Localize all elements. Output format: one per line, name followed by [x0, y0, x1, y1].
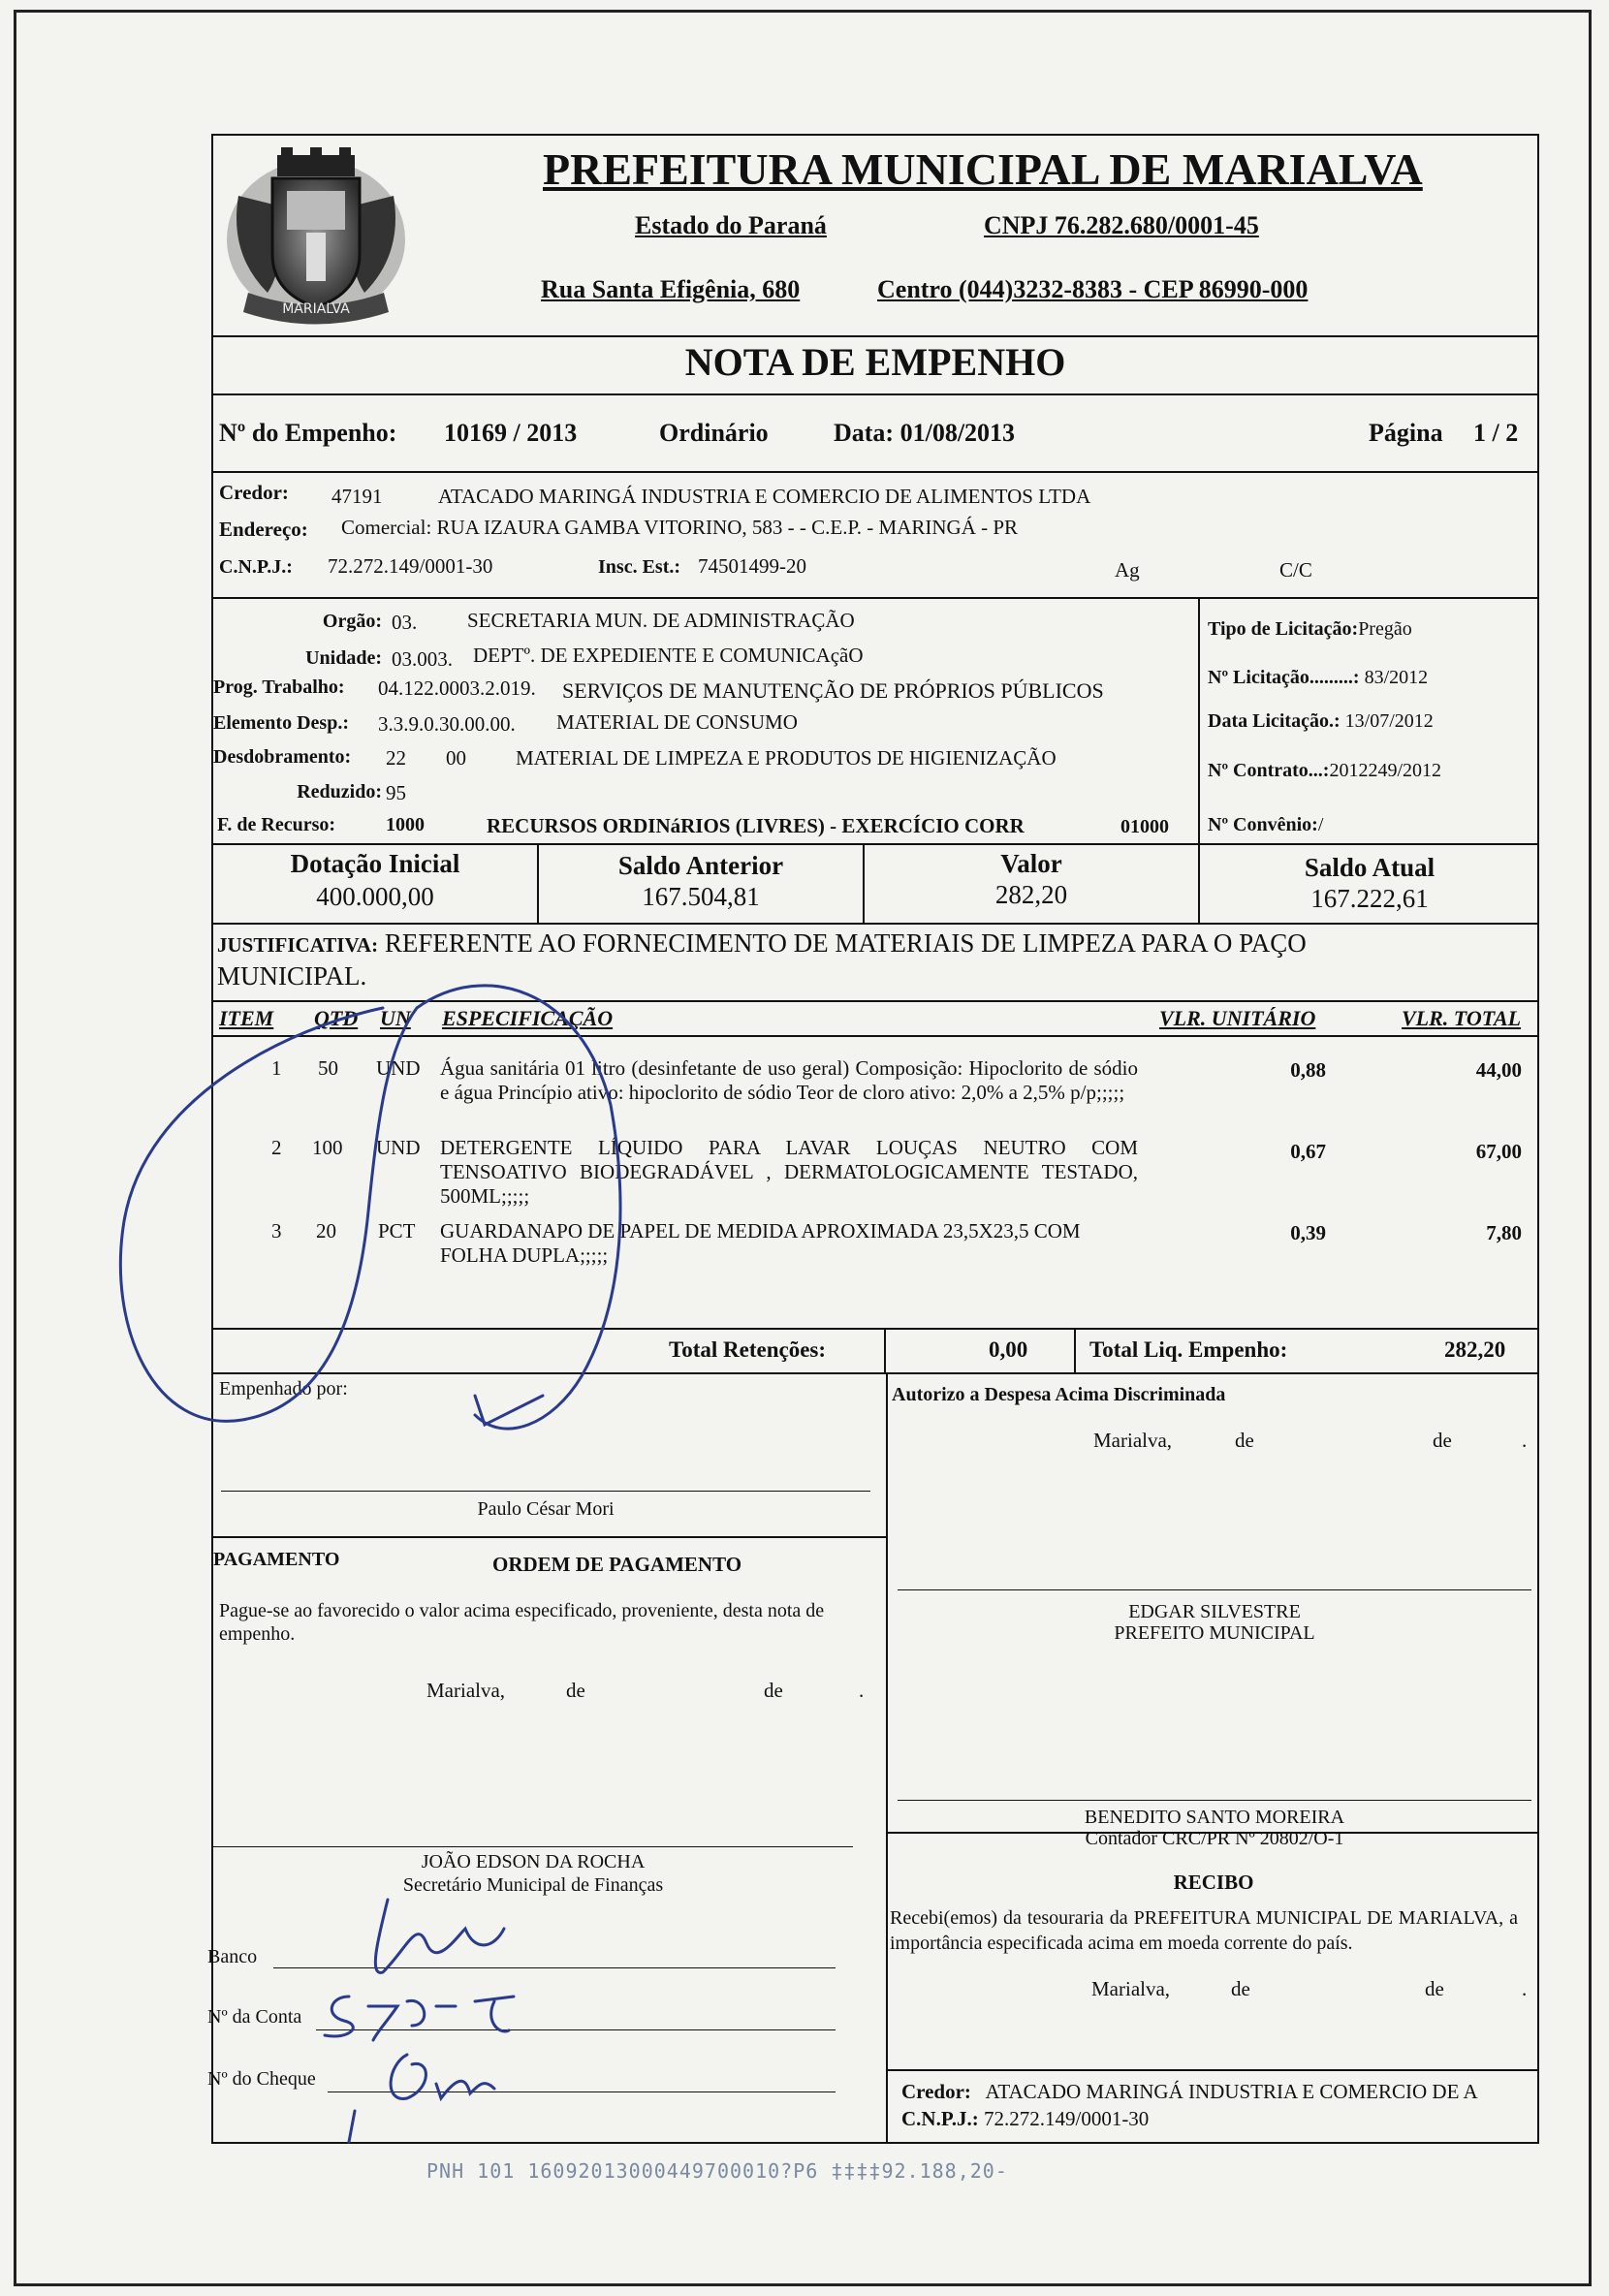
col-spec-header: ESPECIFICAÇÃO	[442, 1006, 614, 1030]
header-title: PREFEITURA MUNICIPAL DE MARIALVA	[543, 144, 1423, 194]
credor-address: Comercial: RUA IZAURA GAMBA VITORINO, 583 - - C.E.P. - MARINGÁ - PR	[341, 516, 1019, 539]
recibo-cnpj-value: 72.272.149/0001-30	[983, 2107, 1150, 2130]
header-address: Centro (044)3232-8383 - CEP 86990-000	[877, 275, 1309, 303]
num-convenio-label: Nº Convênio:	[1208, 814, 1318, 835]
recurso-name: RECURSOS ORDINáRIOS (LIVRES) - EXERCÍCIO CORR	[487, 814, 1025, 837]
item-3-un: PCT	[378, 1219, 416, 1242]
saldo-atual-value: 167.222,61	[1310, 884, 1429, 913]
credor-cc: C/C	[1279, 558, 1312, 582]
autorizo-city: Marialva,	[1093, 1429, 1173, 1452]
prog-name: SERVIÇOS DE MANUTENÇÃO DE PRÓPRIOS PÚBLICOS	[562, 678, 1104, 703]
item-1-unit: 0,88	[1290, 1058, 1326, 1082]
valor-value: 282,20	[994, 880, 1068, 909]
recibo-text: Recebi(emos) da tesouraria da PREFEITURA MUNICIPAL DE MARIALVA, a importância especificada acima em moeda corrente do país.	[890, 1907, 1518, 1954]
desdobramento-code: 22	[386, 746, 406, 770]
credor-name: ATACADO MARINGÁ INDUSTRIA E COMERCIO DE ALIMENTOS LTDA	[438, 485, 1091, 508]
item-3-qtd: 20	[316, 1219, 336, 1242]
empenho-type: Ordinário	[659, 419, 769, 447]
item-1-un: UND	[376, 1056, 421, 1080]
check-mark	[475, 1396, 543, 1425]
item-1-num: 1	[271, 1056, 282, 1080]
recibo-label: RECIBO	[1173, 1871, 1254, 1894]
ordem-de-1: de	[566, 1679, 585, 1702]
num-licitacao-value: 83/2012	[1364, 667, 1429, 688]
orgao-code: 03.	[392, 611, 418, 634]
crest-banner-text: MARIALVA	[282, 301, 350, 317]
recibo-credor-name: ATACADO MARINGÁ INDUSTRIA E COMERCIO DE A	[985, 2080, 1478, 2103]
item-3-unit: 0,39	[1290, 1221, 1326, 1244]
recibo-de-1: de	[1231, 1977, 1250, 2000]
elemento-name: MATERIAL DE CONSUMO	[556, 710, 798, 734]
credor-insc-label: Insc. Est.:	[598, 556, 681, 578]
contador-name: BENEDITO SANTO MOREIRA	[1084, 1807, 1345, 1828]
elemento-code: 3.3.9.0.30.00.00.	[378, 712, 516, 736]
item-3-num: 3	[271, 1219, 282, 1242]
prefeito-title: PREFEITO MUNICIPAL	[1114, 1622, 1315, 1644]
saldo-anterior-label: Saldo Anterior	[617, 851, 784, 880]
ordem-period: .	[859, 1679, 865, 1702]
banco-handwriting	[375, 1900, 504, 1972]
dotacao-value: 400.000,00	[316, 882, 434, 911]
recurso-label: F. de Recurso:	[217, 814, 336, 835]
recibo-credor-label: Credor:	[901, 2080, 971, 2103]
item-2-spec: DETERGENTE LÍQUIDO PARA LAVAR LOUÇAS NEUTRO COM TENSOATIVO BIODEGRADÁVEL , DERMATOLOGICAMENTE TESTADO, 500ML;;;;;	[440, 1136, 1138, 1208]
justificativa-label: JUSTIFICATIVA:	[217, 933, 379, 957]
total-retencoes-value: 0,00	[989, 1337, 1028, 1362]
desdobramento-sub: 00	[446, 746, 466, 770]
credor-address-label: Endereço:	[219, 518, 308, 541]
col-item-header: ITEM	[219, 1006, 274, 1030]
secretario-name: JOÃO EDSON DA ROCHA	[421, 1851, 646, 1872]
elemento-label: Elemento Desp.:	[213, 712, 349, 734]
col-un-header: UN	[380, 1006, 411, 1030]
data-licitacao-label: Data Licitação.:	[1208, 710, 1341, 732]
data-licitacao-value: 13/07/2012	[1344, 710, 1434, 732]
empenhado-por-label: Empenhado por:	[219, 1378, 348, 1400]
recibo-city: Marialva,	[1091, 1977, 1171, 2000]
item-3-spec: GUARDANAPO DE PAPEL DE MEDIDA APROXIMADA 23,5X23,5 COM FOLHA DUPLA;;;;;	[440, 1219, 1081, 1267]
ordem-city: Marialva,	[426, 1679, 506, 1702]
prog-code: 04.122.0003.2.019.	[378, 676, 536, 700]
autorizo-de-1: de	[1235, 1429, 1254, 1452]
empenho-number-label: Nº do Empenho:	[219, 419, 397, 447]
credor-cnpj: 72.272.149/0001-30	[328, 554, 493, 578]
recibo-period: .	[1522, 1977, 1528, 2000]
reduzido-code: 95	[386, 781, 406, 804]
secretario-title: Secretário Municipal de Finanças	[402, 1874, 664, 1896]
justificativa-text-2: MUNICIPAL.	[217, 961, 367, 991]
item-3-total: 7,80	[1486, 1221, 1522, 1244]
prog-label: Prog. Trabalho:	[213, 676, 345, 698]
recibo-cnpj-label: C.N.P.J.:	[901, 2107, 979, 2130]
saldo-anterior-value: 167.504,81	[642, 882, 760, 911]
recurso-num: 01000	[1120, 816, 1169, 837]
header-cnpj: CNPJ 76.282.680/0001-45	[984, 211, 1259, 239]
autorizo-text: Autorizo a Despesa Acima Discriminada	[892, 1384, 1226, 1405]
desdobramento-name: MATERIAL DE LIMPEZA E PRODUTOS DE HIGIENIZAÇÃO	[516, 746, 1057, 770]
item-1-spec: Água sanitária 01 litro (desinfetante de uso geral) Composição: Hipoclorito de sódio e água Princípio ativo: hipoclorito de sódio Teor de cloro ativo: 2,0% a 2,5% p/p;;;;;	[440, 1056, 1138, 1104]
ordem-de-2: de	[764, 1679, 783, 1702]
justificativa-text: REFERENTE AO FORNECIMENTO DE MATERIAIS DE LIMPEZA PARA O PAÇO	[384, 928, 1307, 958]
banco-label: Banco	[207, 1946, 258, 1967]
tipo-licitacao-value: Pregão	[1358, 618, 1412, 640]
pagamento-label: PAGAMENTO	[213, 1549, 340, 1570]
tipo-licitacao-label: Tipo de Licitação:	[1208, 618, 1359, 640]
total-liquido-value: 282,20	[1444, 1337, 1506, 1362]
valor-label: Valor	[1000, 849, 1062, 878]
empenho-number: 10169 / 2013	[444, 419, 578, 447]
orgao-name: SECRETARIA MUN. DE ADMINISTRAÇÃO	[467, 609, 855, 632]
num-contrato-label: Nº Contrato...:	[1208, 760, 1330, 781]
footer-tick	[349, 2111, 355, 2142]
autorizo-de-2: de	[1433, 1429, 1452, 1452]
cheque-handwriting	[391, 2055, 494, 2098]
credor-cnpj-label: C.N.P.J.:	[219, 556, 293, 578]
empenho-page: 1 / 2	[1473, 419, 1519, 447]
item-2-num: 2	[271, 1136, 282, 1159]
header-state: Estado do Paraná	[635, 211, 827, 239]
empenhado-por-name: Paulo César Mori	[477, 1498, 615, 1520]
contador-title: Contador CRC/PR Nº 20802/O-1	[1085, 1828, 1344, 1849]
recibo-de-2: de	[1425, 1977, 1444, 2000]
unidade-label: Unidade:	[305, 647, 382, 669]
col-qtd-header: QTD	[314, 1006, 359, 1030]
conta-label: Nº da Conta	[207, 2006, 302, 2028]
total-liquido-label: Total Liq. Empenho:	[1089, 1337, 1288, 1362]
orgao-label: Orgão:	[322, 611, 382, 632]
item-1-qtd: 50	[318, 1056, 338, 1080]
saldo-atual-label: Saldo Atual	[1304, 853, 1435, 882]
credor-label: Credor:	[219, 481, 289, 504]
num-contrato-value: 2012249/2012	[1329, 760, 1442, 781]
cheque-label: Nº do Cheque	[207, 2068, 316, 2090]
prefeito-name: EDGAR SILVESTRE	[1128, 1601, 1301, 1622]
pague-se-text: Pague-se ao favorecido o valor acima especificado, proveniente, desta nota de empenho.	[219, 1600, 825, 1645]
credor-code: 47191	[331, 485, 383, 508]
item-1-total: 44,00	[1475, 1058, 1522, 1082]
desdobramento-label: Desdobramento:	[213, 746, 352, 768]
conta-handwriting	[325, 1997, 514, 2040]
num-licitacao-label: Nº Licitação.........:	[1208, 667, 1360, 688]
item-2-qtd: 100	[312, 1136, 343, 1159]
doc-title: NOTA DE EMPENHO	[684, 340, 1066, 384]
num-convenio-value: /	[1317, 814, 1324, 835]
unidade-name: DEPTº. DE EXPEDIENTE E COMUNICAçãO	[473, 644, 864, 667]
unidade-code: 03.003.	[392, 647, 453, 671]
credor-ag: Ag	[1115, 558, 1140, 582]
credor-insc: 74501499-20	[698, 554, 806, 578]
item-2-total: 67,00	[1475, 1140, 1522, 1163]
header-street: Rua Santa Efigênia, 680	[541, 275, 801, 303]
empenho-page-label: Página	[1369, 419, 1443, 447]
item-2-unit: 0,67	[1290, 1140, 1326, 1163]
reduzido-label: Reduzido:	[297, 781, 382, 802]
col-unit-header: VLR. UNITÁRIO	[1159, 1006, 1316, 1030]
ordem-pagamento-label: ORDEM DE PAGAMENTO	[492, 1553, 742, 1576]
item-2-un: UND	[376, 1136, 421, 1159]
blue-loop-mark	[120, 986, 620, 1429]
autorizo-period: .	[1522, 1429, 1528, 1452]
col-total-header: VLR. TOTAL	[1402, 1006, 1522, 1030]
dotacao-label: Dotação Inicial	[290, 849, 460, 878]
empenho-date: Data: 01/08/2013	[834, 419, 1016, 447]
footer-code: PNH 101 16092013000449700010?P6 ‡‡‡‡92.188,20-	[426, 2159, 1008, 2183]
recurso-code: 1000	[386, 814, 425, 835]
total-retencoes-label: Total Retenções:	[669, 1337, 827, 1362]
